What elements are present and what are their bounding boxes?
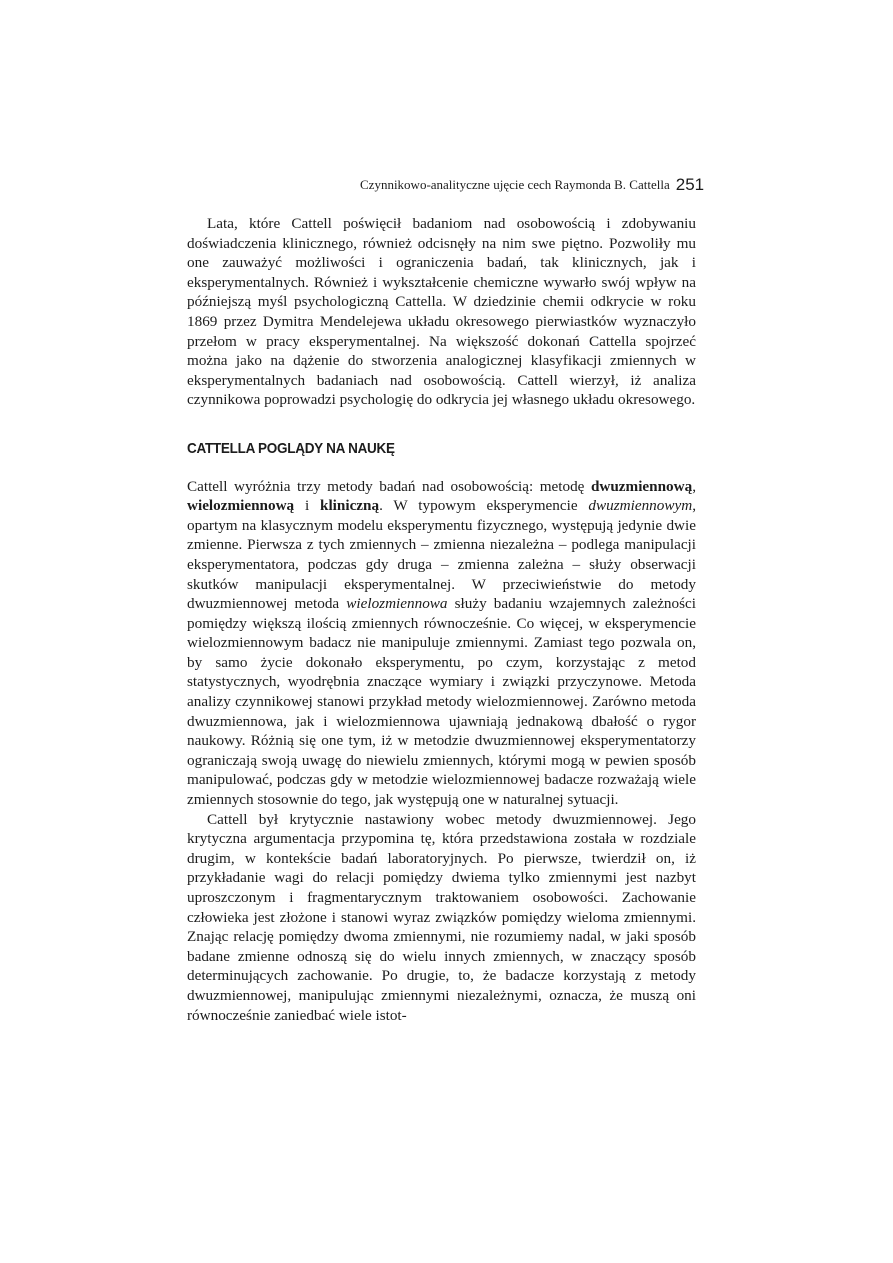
- text-run: . W typowym eksperymencie: [379, 497, 589, 515]
- paragraph-methods: [187, 477, 696, 810]
- body-text: [187, 214, 696, 1025]
- section-heading: CATTELLA POGLĄDY NA NAUKĘ: [187, 439, 395, 457]
- paragraph-intro: Lata, które Cattell poświęcił badaniom nad osobowością i zdobywaniu doświadczenia klinicznego, również odcisnęły na nim swe piętno. Pozwoliły mu one zauważyć możliwości i ograniczenia badań, tak klinicznych, jak i eksperymentalnych. Również i wykształcenie chemiczne wywarło swój wpływ na późniejszą myśl psychologiczną Cattella. W dziedzinie chemii odkrycie w roku 1869 przez Dymitra Mendelejewa układu okresowego pierwiastków wyznaczyło przełom w pracy eksperymentalnej. Na większość dokonań Cattella spojrzeć można jako na dążenie do stworzenia analogicznej klasyfikacji zmiennych w eksperymentalnych badaniach nad osobowością. Cattell wierzył, iż analiza czynnikowa poprowadzi psychologię do odkrycia jej własnego układu okresowego.: [187, 215, 696, 409]
- text-run: służy badaniu wzajemnych zależności pomiędzy większą ilością zmiennych równocześnie. Co więcej, w eksperymencie wielozmiennowym badacz nie manipuluje zmiennymi. Zamiast tego pozwala on, by samo życie dokonało eksperymentu, po czym, korzystając z metod statystycznych, wyodrębnia znaczące wymiary i związki przyczynowe. Metoda analizy czynnikowej stanowi przykład metody wielozmiennowej. Zarówno metoda dwuzmiennowa, jak i wielozmiennowa ujawniają jednakową dbałość o rygor naukowy. Różnią się one tym, iż w metodzie dwuzmiennowej eksperymentatorzy ograniczają swoją uwagę do niewielu zmiennych, którymi mogą w pewien sposób manipulować, podczas gdy w metodzie wielozmiennowej badacze rozważają wiele zmiennych stosownie do tego, jak występują one w naturalnej sytuacji.: [187, 595, 696, 809]
- emphasis-multivariate: wielozmiennowa: [346, 595, 448, 613]
- emphasis-bivariate: dwuzmiennowym: [588, 497, 693, 515]
- text-run: i: [294, 497, 321, 515]
- paragraph-critique: Cattell był krytycznie nastawiony wobec metody dwuzmiennowej. Jego krytyczna argumentacja przypomina tę, która przedstawiona została w rozdziale drugim, w kontekście badań laboratoryjnych. Po pierwsze, twierdził on, iż przykładanie wagi do relacji pomiędzy dwiema tylko zmiennymi jest nazbyt uproszczonym i fragmentarycznym traktowaniem osobowości. Zachowanie człowieka jest złożone i stanowi wyraz związków pomiędzy wieloma zmiennymi. Znając relację pomiędzy dwoma zmiennymi, nie rozumiemy nadal, w jaki sposób badane zmienne odnoszą się do wielu innych zmiennych, w znaczący sposób determinujących zachowanie. Po drugie, to, że badacze korzystają z metody dwuzmiennowej, manipulując zmiennymi niezależnymi, oznacza, że muszą oni równocześnie zaniedbać wiele istot-: [187, 810, 696, 1024]
- text-run: , opartym na klasycznym modelu eksperymentu fizycznego, występują jedynie dwie zmienne. Pierwsza z tych zmiennych – zmienna niezależna – podlega manipulacji eksperymentatora, podczas gdy druga – zmienna zależna – służy obserwacji skutków manipulacji eksperymentalnej. W przeciwieństwie do metody dwuzmiennowej metoda: [187, 497, 696, 613]
- term-clinical: kliniczną: [320, 497, 380, 515]
- text-run: ,: [692, 477, 696, 495]
- text-run: Cattell wyróżnia trzy metody badań nad osobowością: metodę: [187, 477, 591, 495]
- running-head: [360, 174, 740, 194]
- term-multivariate: wielozmiennową: [187, 497, 295, 515]
- term-bivariate: dwuzmiennową: [590, 477, 693, 495]
- page-number: 251: [675, 175, 705, 194]
- running-title: Czynnikowo-analityczne ujęcie cech Raymonda B. Cattella: [360, 177, 670, 192]
